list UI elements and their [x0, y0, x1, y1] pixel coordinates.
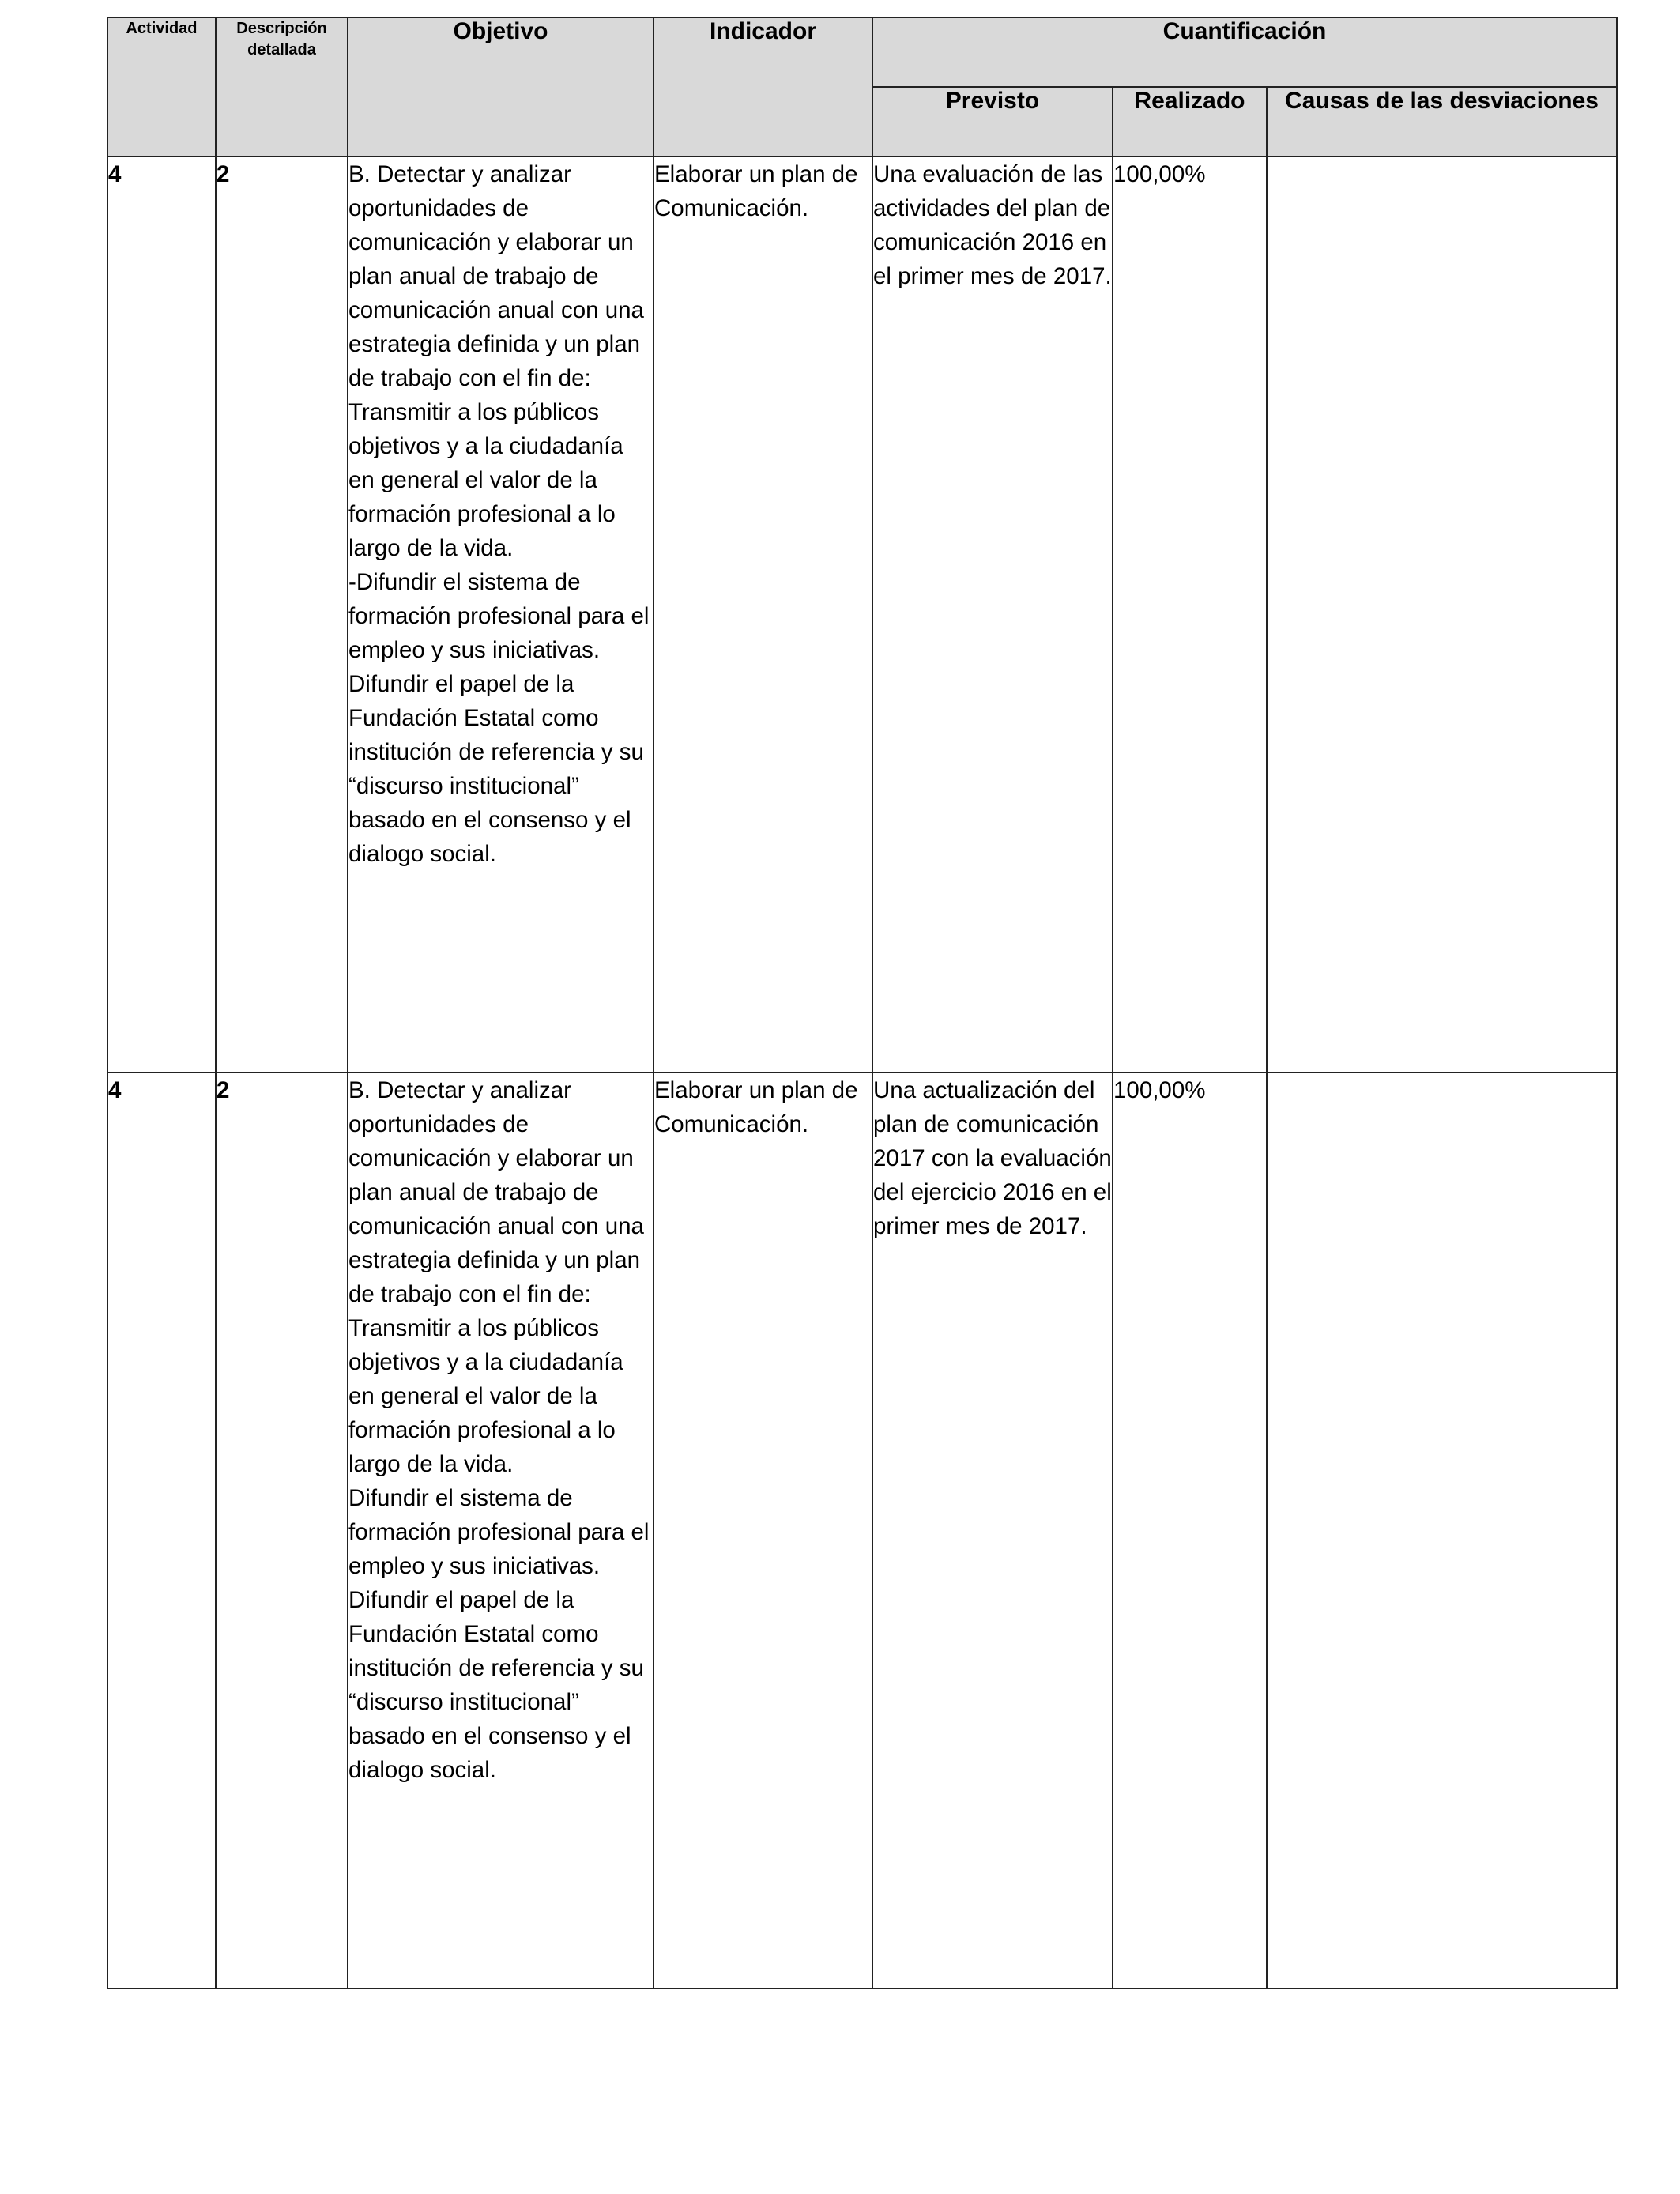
cell-descripcion: 2 [216, 1072, 348, 1989]
header-realizado: Realizado [1113, 87, 1267, 156]
header-descripcion: Descripción detallada [216, 17, 348, 156]
header-causas: Causas de las desviaciones [1267, 87, 1617, 156]
table-body [107, 156, 1617, 1989]
objetivo-paragraph: B. Detectar y analizar oportunidades de comunicación y elaborar un plan anual de trabajo de comunicación anual con una estrategia definida y un plan de trabajo con el fin de: [348, 161, 644, 391]
header-previsto: Previsto [872, 87, 1113, 156]
cell-causas [1267, 156, 1617, 1072]
header-cuantificacion: Cuantificación [872, 17, 1617, 87]
objetivo-paragraph: B. Detectar y analizar oportunidades de comunicación y elaborar un plan anual de trabajo de comunicación anual con una estrategia definida y un plan de trabajo con el fin de: [348, 1077, 644, 1307]
objetivo-paragraph: Difundir el sistema de formación profesional para el empleo y sus iniciativas. [348, 1485, 650, 1579]
cell-actividad: 4 [107, 156, 216, 1072]
activity-table [107, 17, 1618, 1989]
table-header [107, 17, 1617, 156]
header-indicador: Indicador [654, 17, 872, 156]
objetivo-paragraph: Transmitir a los públicos objetivos y a la ciudadanía en general el valor de la formación profesional a lo largo de la vida. [348, 1315, 623, 1477]
header-actividad: Actividad [107, 17, 216, 156]
cell-previsto: Una actualización del plan de comunicación 2017 con la evaluación del ejercicio 2016 en el primer mes de 2017. [872, 1072, 1113, 1989]
cell-causas [1267, 1072, 1617, 1989]
objetivo-paragraph: Transmitir a los públicos objetivos y a la ciudadanía en general el valor de la formación profesional a lo largo de la vida. [348, 399, 623, 561]
cell-objetivo [348, 156, 654, 1072]
cell-realizado: 100,00% [1113, 156, 1267, 1072]
cell-previsto: Una evaluación de las actividades del plan de comunicación 2016 en el primer mes de 2017. [872, 156, 1113, 1072]
cell-realizado: 100,00% [1113, 1072, 1267, 1989]
cell-descripcion: 2 [216, 156, 348, 1072]
cell-objetivo [348, 1072, 654, 1989]
objetivo-paragraph: Difundir el papel de la Fundación Estatal como institución de referencia y su “discurso institucional” basado en el consenso y el dialogo social. [348, 1587, 644, 1783]
table-row [107, 156, 1617, 1072]
objetivo-paragraph: Difundir el papel de la Fundación Estatal como institución de referencia y su “discurso institucional” basado en el consenso y el dialogo social. [348, 671, 644, 867]
cell-actividad: 4 [107, 1072, 216, 1989]
table-row [107, 1072, 1617, 1989]
objetivo-paragraph: -Difundir el sistema de formación profesional para el empleo y sus iniciativas. [348, 569, 650, 663]
cell-indicador: Elaborar un plan de Comunicación. [654, 1072, 872, 1989]
header-objetivo: Objetivo [348, 17, 654, 156]
cell-indicador: Elaborar un plan de Comunicación. [654, 156, 872, 1072]
